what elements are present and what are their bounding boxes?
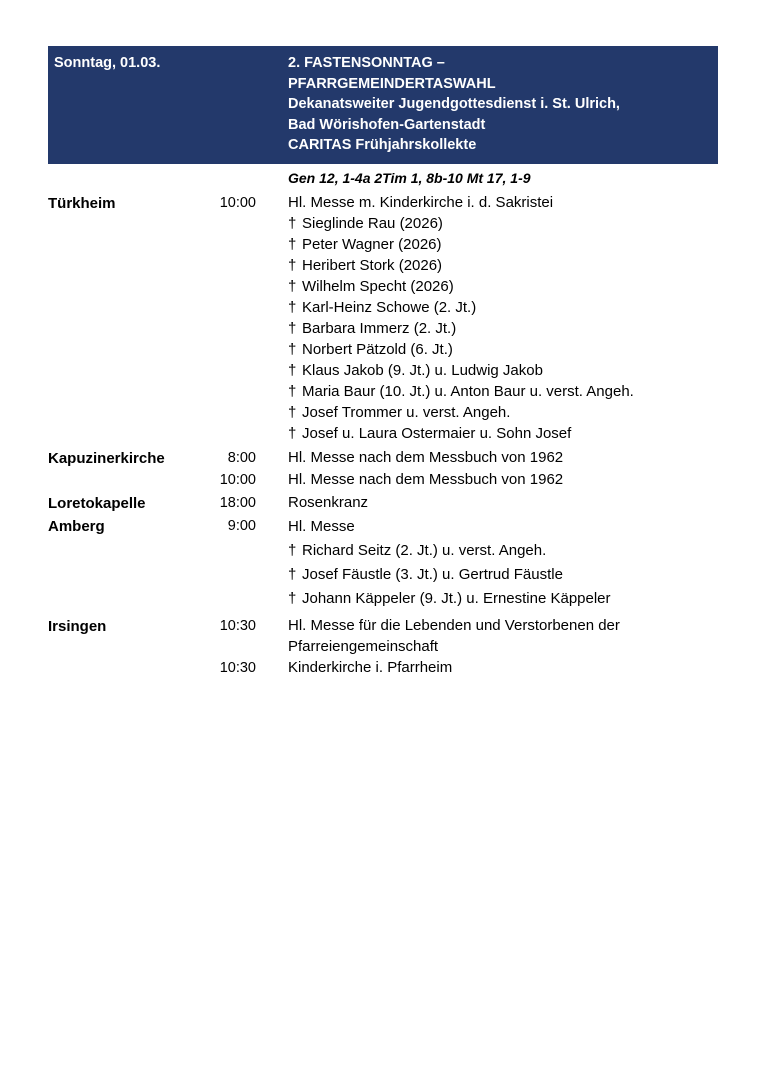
dagger-icon: † xyxy=(288,299,297,316)
schedule-row xyxy=(48,657,738,679)
dagger-icon: † xyxy=(288,590,297,607)
banner-title-line: PFARRGEMEINDERTASWAHL xyxy=(288,75,496,92)
dagger-icon: † xyxy=(288,278,297,295)
service-description xyxy=(256,192,738,444)
line-text: Wilhelm Specht (2026) xyxy=(302,278,454,295)
intention-line xyxy=(288,423,738,444)
scripture-readings: Gen 12, 1-4a 2Tim 1, 8b-10 Mt 17, 1-9 xyxy=(288,170,531,186)
service-time: 18:00 xyxy=(219,495,256,511)
location-kapuzinerkirche: Kapuzinerkirche xyxy=(48,450,165,467)
line-text: Kinderkirche i. Pfarrheim xyxy=(288,659,453,676)
line-text: Hl. Messe für die Lebenden und Verstorbenen der xyxy=(288,617,620,634)
service-time: 10:30 xyxy=(219,618,256,634)
schedule-row xyxy=(48,469,738,491)
dagger-icon: † xyxy=(288,341,297,358)
line-text: Barbara Immerz (2. Jt.) xyxy=(302,320,457,337)
intention-line xyxy=(288,360,738,381)
description-line xyxy=(288,636,738,657)
line-text: Maria Baur (10. Jt.) u. Anton Baur u. verst. Angeh. xyxy=(302,383,634,400)
service-time: 8:00 xyxy=(227,450,256,466)
banner-date: Sonntag, 01.03. xyxy=(54,55,161,71)
location-none xyxy=(48,469,208,470)
description-line xyxy=(288,192,738,213)
description-line xyxy=(288,492,738,513)
description-line xyxy=(288,515,738,539)
intention-line xyxy=(288,297,738,318)
intention-line xyxy=(288,402,738,423)
banner-title-line: 2. FASTENSONNTAG – xyxy=(288,55,445,71)
banner-title-line: Dekanatsweiter Jugendgottesdienst i. St. Ulrich, xyxy=(288,96,620,112)
description-line xyxy=(288,447,738,468)
service-description xyxy=(256,657,738,678)
line-text: Hl. Messe nach dem Messbuch von 1962 xyxy=(288,449,564,466)
intention-line xyxy=(288,587,738,611)
line-text: Karl-Heinz Schowe (2. Jt.) xyxy=(302,299,477,316)
schedule-row xyxy=(48,447,738,469)
intention-line xyxy=(288,234,738,255)
intention-line xyxy=(288,539,738,563)
service-time: 10:00 xyxy=(219,472,256,488)
dagger-icon: † xyxy=(288,566,297,583)
service-schedule xyxy=(48,168,738,679)
line-text: Klaus Jakob (9. Jt.) u. Ludwig Jakob xyxy=(302,362,543,379)
location-irsingen: Irsingen xyxy=(48,618,107,635)
schedule-rows xyxy=(48,192,738,679)
line-text: Johann Käppeler (9. Jt.) u. Ernestine Käppeler xyxy=(302,590,611,607)
banner-title-line: Bad Wörishofen-Gartenstadt xyxy=(288,116,486,133)
schedule-row xyxy=(48,492,738,514)
schedule-row xyxy=(48,615,738,657)
line-text: Rosenkranz xyxy=(288,494,369,511)
description-line xyxy=(288,657,738,678)
dagger-icon: † xyxy=(288,425,297,442)
intention-line xyxy=(288,318,738,339)
line-text: Hl. Messe m. Kinderkirche i. d. Sakristei xyxy=(288,194,554,211)
intention-line xyxy=(288,339,738,360)
service-description xyxy=(256,515,738,611)
schedule-row xyxy=(48,515,738,611)
line-text: Sieglinde Rau (2026) xyxy=(302,215,443,232)
location-turkheim: Türkheim xyxy=(48,195,116,212)
dagger-icon: † xyxy=(288,236,297,253)
banner-title-line: CARITAS Frühjahrskollekte xyxy=(288,137,477,153)
intention-line xyxy=(288,563,738,587)
line-text: Josef Trommer u. verst. Angeh. xyxy=(302,404,511,421)
service-description xyxy=(256,469,738,490)
intention-line xyxy=(288,276,738,297)
line-text: Norbert Pätzold (6. Jt.) xyxy=(302,341,453,358)
location-none xyxy=(48,657,208,658)
description-line xyxy=(288,615,738,636)
location-amberg: Amberg xyxy=(48,518,105,535)
service-time: 10:00 xyxy=(219,195,256,211)
line-text: Josef u. Laura Ostermaier u. Sohn Josef xyxy=(302,425,572,442)
service-time: 10:30 xyxy=(219,660,256,676)
line-text: Hl. Messe xyxy=(288,518,355,535)
service-description xyxy=(256,615,738,657)
service-description xyxy=(256,447,738,468)
line-text: Heribert Stork (2026) xyxy=(302,257,443,274)
dagger-icon: † xyxy=(288,383,297,400)
dagger-icon: † xyxy=(288,320,297,337)
dagger-icon: † xyxy=(288,404,297,421)
dagger-icon: † xyxy=(288,215,297,232)
intention-line xyxy=(288,255,738,276)
line-text: Pfarreiengemeinschaft xyxy=(288,638,439,655)
intention-line xyxy=(288,213,738,234)
description-line xyxy=(288,469,738,490)
intention-line xyxy=(288,381,738,402)
location-loretokapelle: Loretokapelle xyxy=(48,495,146,512)
line-text: Peter Wagner (2026) xyxy=(302,236,442,253)
service-time: 9:00 xyxy=(227,518,256,534)
dagger-icon: † xyxy=(288,542,297,559)
line-text: Richard Seitz (2. Jt.) u. verst. Angeh. xyxy=(302,542,547,559)
line-text: Hl. Messe nach dem Messbuch von 1962 xyxy=(288,471,564,488)
schedule-row xyxy=(48,192,738,444)
banner-title xyxy=(288,53,718,156)
header-banner xyxy=(48,46,718,164)
dagger-icon: † xyxy=(288,362,297,379)
service-description xyxy=(256,492,738,513)
line-text: Josef Fäustle (3. Jt.) u. Gertrud Fäustle xyxy=(302,566,563,583)
dagger-icon: † xyxy=(288,257,297,274)
